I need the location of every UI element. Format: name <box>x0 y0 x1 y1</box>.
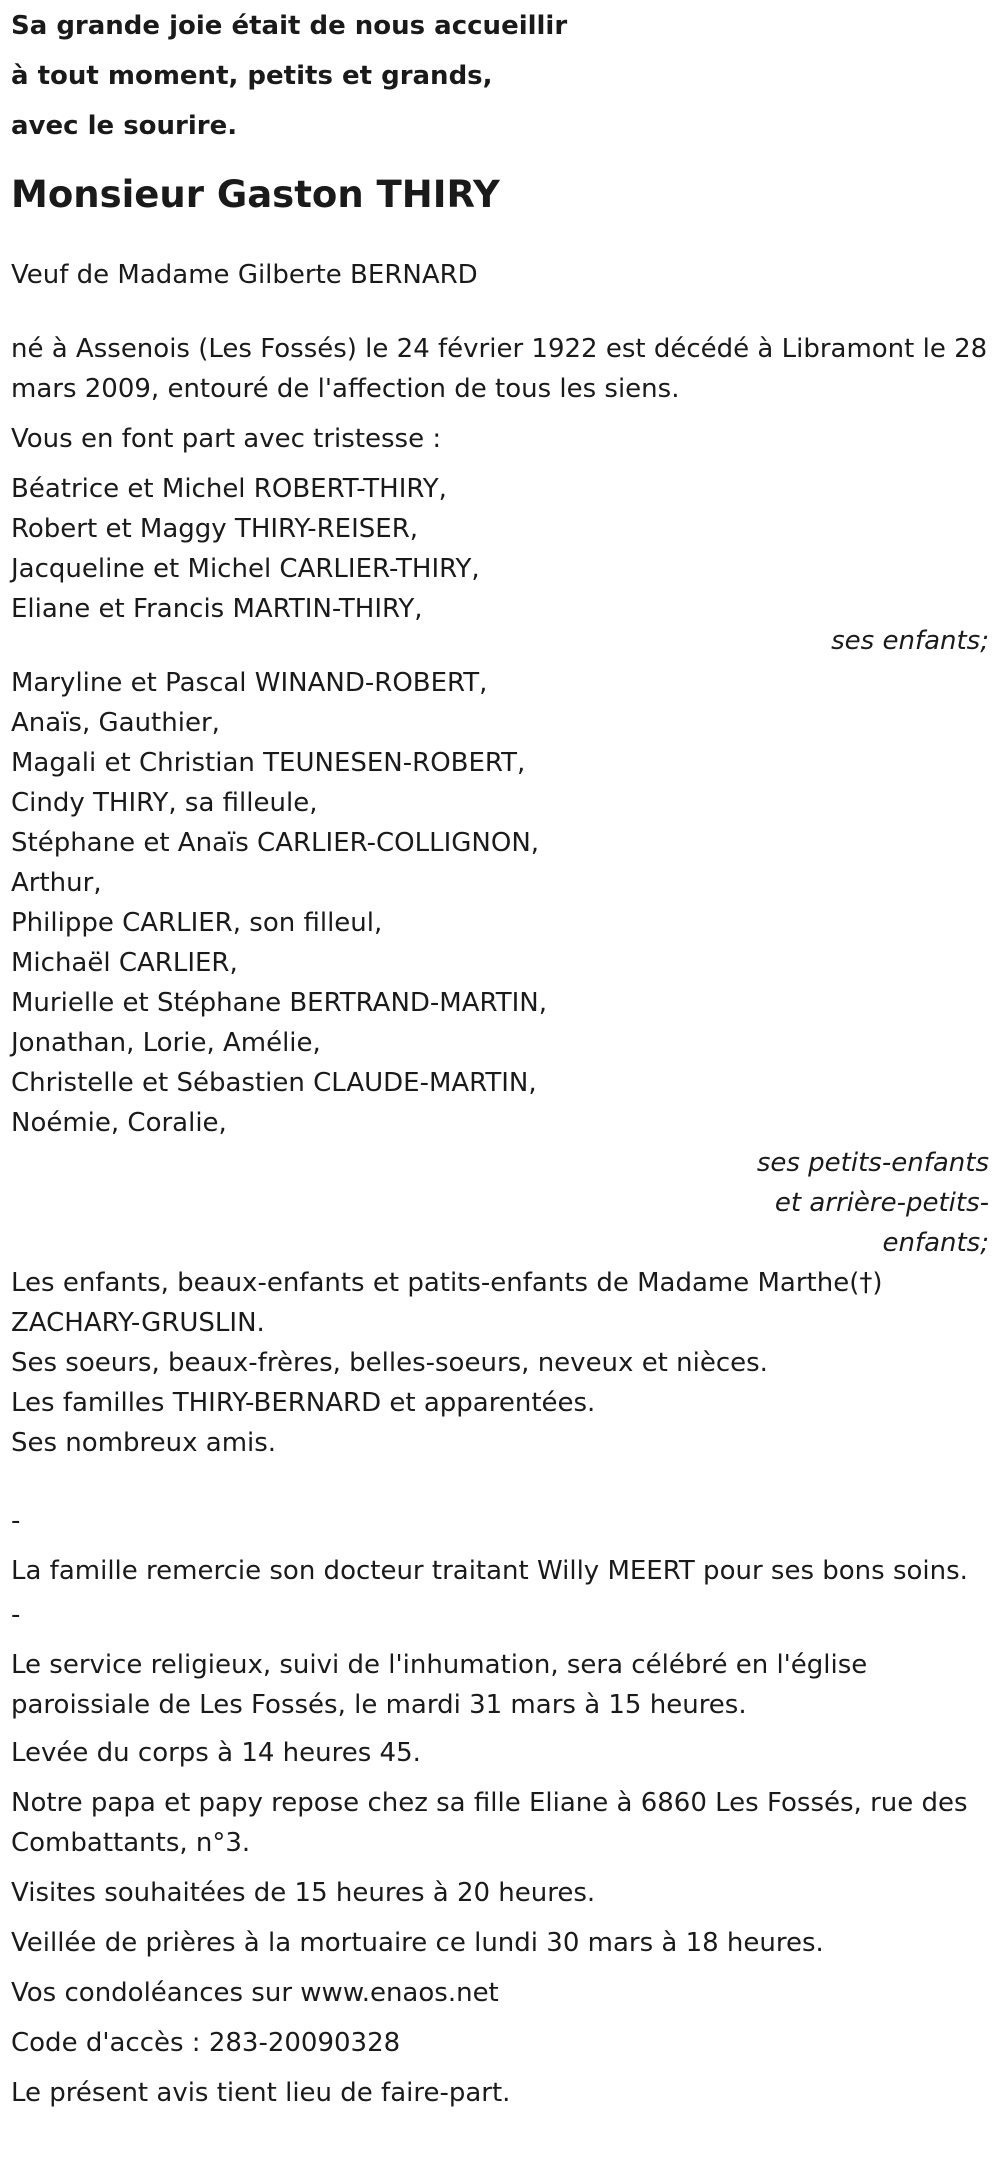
list-item: Philippe CARLIER, son filleul, <box>11 908 383 938</box>
list-item: Stéphane et Anaïs CARLIER-COLLIGNON, <box>11 828 540 858</box>
thanks-paragraph: La famille remercie son docteur traitant Willy MEERT pour ses bons soins. <box>11 1556 968 1586</box>
role-line: enfants; <box>882 1228 989 1258</box>
access-code-line: Code d'accès : 283-20090328 <box>11 2028 401 2058</box>
list-item: Jacqueline et Michel CARLIER-THIRY, <box>11 554 480 584</box>
list-item: Robert et Maggy THIRY-REISER, <box>11 514 419 544</box>
list-item: Arthur, <box>11 868 102 898</box>
separator-dash: - <box>11 1600 21 1630</box>
family-line: Ses soeurs, beaux-frères, belles-soeurs, neveux et nièces. <box>11 1348 768 1378</box>
condolences-line: Vos condoléances sur www.enaos.net <box>11 1978 499 2008</box>
list-item: Béatrice et Michel ROBERT-THIRY, <box>11 474 447 504</box>
quote-line: Sa grande joie était de nous accueillir <box>11 11 568 41</box>
role-line: et arrière-petits- <box>774 1188 989 1218</box>
grandchildren-role <box>11 1143 989 1263</box>
list-item: Michaël CARLIER, <box>11 948 238 978</box>
announce-line: Vous en font part avec tristesse : <box>11 424 442 454</box>
levee-line: Levée du corps à 14 heures 45. <box>11 1738 421 1768</box>
list-item: Magali et Christian TEUNESEN-ROBERT, <box>11 748 526 778</box>
quote-line: avec le sourire. <box>11 111 238 141</box>
opening-quote <box>11 0 1000 151</box>
list-item: Murielle et Stéphane BERTRAND-MARTIN, <box>11 988 547 1018</box>
separator-dash: - <box>11 1506 21 1536</box>
notice-line: Le présent avis tient lieu de faire-part. <box>11 2078 511 2108</box>
list-item: Anaïs, Gauthier, <box>11 708 220 738</box>
family-line: Ses nombreux amis. <box>11 1428 277 1458</box>
list-item: Maryline et Pascal WINAND-ROBERT, <box>11 668 488 698</box>
role-line: ses petits-enfants <box>756 1148 989 1178</box>
list-item: Jonathan, Lorie, Amélie, <box>11 1028 321 1058</box>
deceased-name: Monsieur Gaston THIRY <box>11 173 500 216</box>
quote-line: à tout moment, petits et grands, <box>11 61 493 91</box>
widower-line: Veuf de Madame Gilberte BERNARD <box>11 260 478 290</box>
list-item: Noémie, Coralie, <box>11 1108 227 1138</box>
visits-line: Visites souhaitées de 15 heures à 20 heures. <box>11 1878 596 1908</box>
list-item: Christelle et Sébastien CLAUDE-MARTIN, <box>11 1068 537 1098</box>
children-list <box>11 469 1000 629</box>
service-paragraph: Le service religieux, suivi de l'inhumation, sera célébré en l'église paroissiale de Les Fossés, le mardi 31 mars à 15 heures. <box>11 1650 868 1720</box>
family-line: Les enfants, beaux-enfants et patits-enfants de Madame Marthe(†) ZACHARY-GRUSLIN. <box>11 1268 883 1338</box>
birth-death-paragraph: né à Assenois (Les Fossés) le 24 février 1922 est décédé à Libramont le 28 mars 2009, entouré de l'affection de tous les siens. <box>11 334 988 404</box>
family-line: Les familles THIRY-BERNARD et apparentées. <box>11 1388 596 1418</box>
vigil-line: Veillée de prières à la mortuaire ce lundi 30 mars à 18 heures. <box>11 1928 824 1958</box>
grandchildren-list <box>11 663 1000 1143</box>
children-role: ses enfants; <box>831 626 989 656</box>
list-item: Cindy THIRY, sa filleule, <box>11 788 318 818</box>
list-item: Eliane et Francis MARTIN-THIRY, <box>11 594 423 624</box>
rest-paragraph: Notre papa et papy repose chez sa fille Eliane à 6860 Les Fossés, rue des Combattants, n°3. <box>11 1788 968 1858</box>
